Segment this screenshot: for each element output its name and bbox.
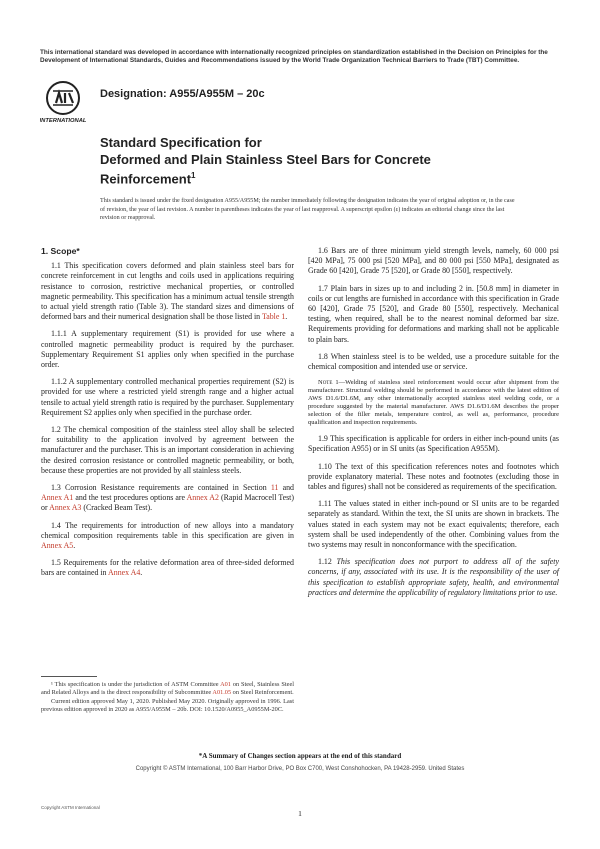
paragraph-1-3-and: and (278, 483, 294, 493)
logo-wordmark: INTERNATIONAL (40, 118, 86, 124)
title-line-2: Deformed and Plain Stainless Steel Bars for Concrete (100, 151, 431, 167)
left-column (41, 246, 294, 586)
designation: Designation: A955/A955M – 20c (100, 88, 265, 100)
footnote-1-mid: on Steel, Stainless Steel and Related Alloys and is the direct responsibility of Subcommittee (41, 681, 294, 697)
paragraph-1-1-end: . (285, 312, 288, 322)
paragraph-1-12-text: This specification does not purport to address all of the safety concerns, if any, associated with its use. It is the responsibility of the user of this specification to establish appropriate safety, health, and environmental practices and determine the applicability of regulatory limitations prior to use. (308, 557, 560, 597)
note-1-text: —Welding of stainless steel reinforcement would occur after shipment from the manufacturer. Structural welding should be performed in accordance with the latest edition of AWS D1.6/D1.6M, any other internationally accepted stainless steel welding code, or a procedure suggested by the material manufacturer. AWS D1.6/D1.6M describes the proper selection of the filler metals, temperature control, as well as, performance, procedure qualification and inspection requirements. (308, 379, 559, 427)
committee-a01-link[interactable]: A01 (220, 681, 231, 688)
paragraph-1-7: 1.7 Plain bars in sizes up to and including 2 in. [50.8 mm] in diameter in coils or cut lengths are furnished in accordance with this specification in Grade 60 [420], Grade 75 [520], and Grade 80 [550], respectively. Mechanical testing, when required, shall be to the nearest nominal deformed bar size. Requirements providing for deformations and marking shall not be applicable to plain bars. (308, 283, 559, 344)
annex-a3-link[interactable]: Annex A3 (49, 503, 82, 513)
paragraph-1-5-end: . (140, 568, 143, 578)
paragraph-1-1-1: 1.1.1 A supplementary requirement (S1) is provided for use where a controlled magnetic permeability product is required by the purchaser. Supplementary Requirement S1 applies only when specified in the purchase order. (41, 329, 294, 370)
footnote-1 (41, 681, 294, 698)
footnote-1-text: ¹ This specification is under the jurisdiction of ASTM Committee (51, 681, 221, 688)
right-column (308, 246, 559, 605)
table-1-link[interactable]: Table 1 (261, 312, 286, 322)
annex-a1-link[interactable]: Annex A1 (41, 493, 74, 503)
paragraph-1-3-text: 1.3 Corrosion Resistance requirements are contained in Section (51, 483, 271, 493)
paragraph-1-3-end: (Cracked Beam Test). (81, 503, 153, 513)
paragraph-1-4-text: 1.4 The requirements for introduction of new alloys into a mandatory chemical composition requirements table in this specification are given in (41, 520, 294, 540)
paragraph-1-5 (41, 558, 294, 578)
wto-notice: This international standard was developed in accordance with internationally recognized principles on standardization established in the Decision on Principles for the Development of International Standards, Guides and Recommendations issued by the World Trade Organization Technical Barriers to Trade (TBT) Committee. (40, 49, 548, 65)
paragraph-1-5-text: 1.5 Requirements for the relative deformation area of three-sided deformed bars are contained in (41, 558, 294, 578)
note-1 (308, 379, 559, 427)
scope-heading: 1. Scope* (41, 246, 80, 256)
paragraph-1-1-text: 1.1 This specification covers deformed and plain stainless steel bars for concrete reinforcement in cut lengths and coils used in applications requiring resistance to corrosion, restrictive mechanical properties, or controlled magnetic permeability. This specification has a minimum actual tensile strength to actual yield strength ratio (Table 3). The standard sizes and dimensions of deformed bars and their numerical designation shall be those listed in (41, 261, 294, 322)
paragraph-1-1-2: 1.1.2 A supplementary controlled mechanical properties requirement (S2) is provided for use where a restricted yield strength range and a higher actual tensile to actual yield strength ratio is required by the purchaser. Supplementary Requirement S2 applies only when specified in the purchase order. (41, 377, 294, 417)
paragraph-1-11: 1.11 The values stated in either inch-pound or SI units are to be regarded separately as standard. Within the text, the SI units are shown in brackets. The values stated in each system may not be exact equivalents; therefore, each system shall be used independently of the other. Combining values from the two systems may result in nonconformance with the specification. (308, 499, 559, 550)
paragraph-1-3-or: (Rapid Macrocell Test) or (41, 493, 295, 513)
paragraph-1-6: 1.6 Bars are of three minimum yield strength levels, namely, 60 000 psi [420 MPa], 75 000 psi [520 MPa], and 80 000 psi [550 MPa], designated as Grade 60 [420], Grade 75 [520], or Grade 80 [550], respectively. (308, 246, 559, 276)
paragraph-1-4-end: . (73, 541, 76, 551)
paragraph-1-10: 1.10 The text of this specification references notes and footnotes which provide explanatory material. These notes and footnotes (excluding those in tables and figures) shall not be considered as requirements of the specification. (308, 461, 559, 492)
copyright-line: Copyright © ASTM International, 100 Barr Harbor Drive, PO Box C700, West Conshohocken, PA 19428-2959. United States (135, 766, 465, 772)
title-line-3 (100, 168, 520, 188)
annex-a2-link[interactable]: Annex A2 (186, 493, 219, 503)
paragraph-1-12-number: 1.12 (318, 557, 337, 567)
astm-logo-icon (40, 79, 86, 125)
footnote (41, 681, 294, 715)
subcommittee-a01-05-link[interactable]: A01.05 (212, 689, 232, 697)
paragraph-1-8: 1.8 When stainless steel is to be welded, use a procedure suitable for the chemical composition and intended use or service. (308, 351, 559, 372)
section-11-link[interactable]: 11 (270, 483, 279, 493)
paragraph-1-3-mid: and the test procedures options are (73, 493, 187, 503)
title-line-1: Standard Specification for (100, 135, 262, 150)
paragraph-1-9: 1.9 This specification is applicable for orders in either inch-pound units (as Specification A955) or in SI units (as Specification A955M). (308, 434, 559, 454)
annex-a4-link[interactable]: Annex A4 (108, 568, 141, 578)
title-line-3-text: Reinforcement (100, 171, 192, 187)
issued-note: This standard is issued under the fixed designation A955/A955M; the number immediately following the designation indicates the year of original adoption or, in the case of revision, the year of last revision. A number in parentheses indicates the year of last reapproval. A superscript epsilon (ε) indicates an editorial change since the last revision or reapproval. (100, 198, 515, 221)
paragraph-1-2: 1.2 The chemical composition of the stainless steel alloy shall be selected for suitability to the application involved by agreement between the manufacturer and the purchaser. This is an important consideration in achieving the desired corrosion resistance or controlled magnetic permeability, or both, because these properties are not provided by all stainless steels. (41, 425, 294, 475)
footnote-2: Current edition approved May 1, 2020. Published May 2020. Originally approved in 1996. Last previous edition approved in 2020 as A955/A955M – 20b. DOI: 10.1520/A0955_A0955M-20C. (41, 697, 294, 714)
title-footnote-marker: 1 (191, 171, 196, 180)
paragraph-1-3 (41, 483, 294, 514)
footnote-divider (41, 676, 97, 677)
page-title (100, 135, 520, 188)
paragraph-1-1 (41, 261, 294, 322)
footnote-1-end: on Steel Reinforcement. (231, 689, 294, 697)
page-number: 1 (298, 809, 302, 818)
note-1-label: Note 1 (318, 379, 339, 387)
paragraph-1-12 (308, 557, 559, 598)
paragraph-1-4 (41, 521, 294, 552)
annex-a5-link[interactable]: Annex A5 (41, 541, 74, 551)
summary-of-changes-note: *A Summary of Changes section appears at the end of this standard (198, 752, 402, 760)
small-copyright: Copyright ASTM International (41, 805, 100, 810)
